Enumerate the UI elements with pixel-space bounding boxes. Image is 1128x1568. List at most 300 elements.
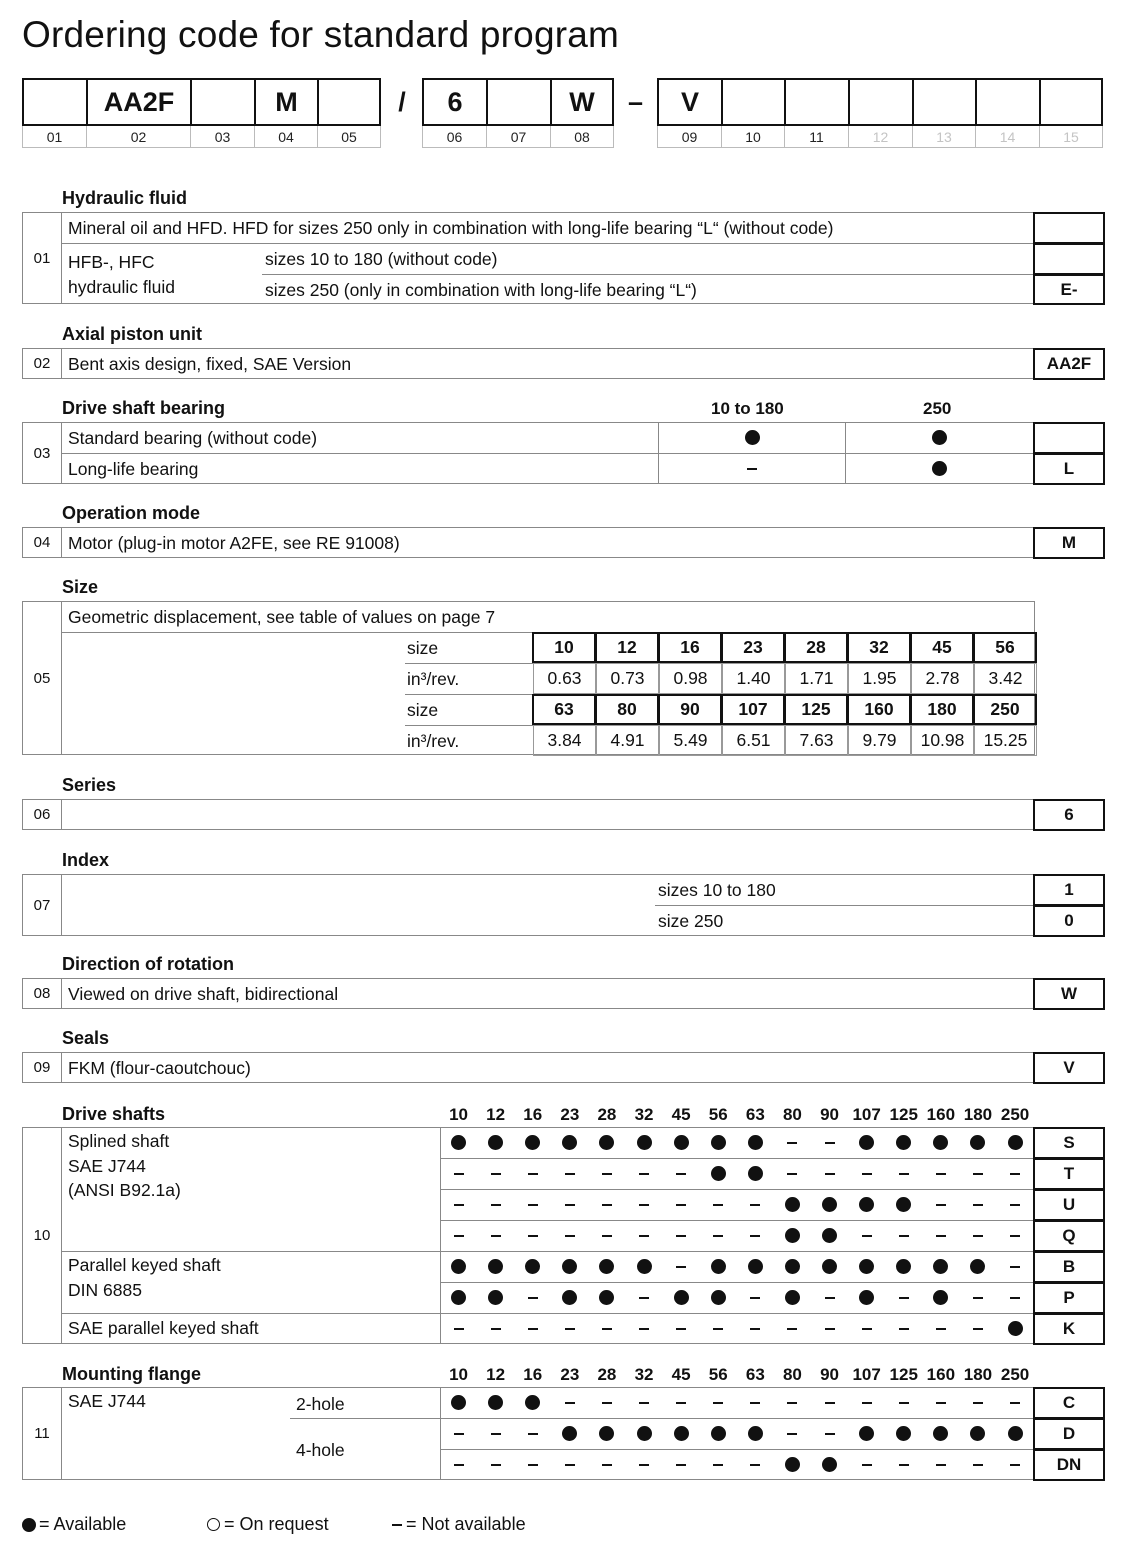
code-box-AA2F: AA2F (1033, 348, 1105, 380)
not-available-dash (676, 1402, 686, 1404)
size-column-header: 180 (963, 1105, 993, 1124)
hydraulic-fluid-label: HFB-, HFC (68, 252, 155, 272)
code-cell-01 (22, 78, 86, 126)
not-available-dash (747, 468, 757, 470)
code-number: 07 (486, 126, 550, 148)
size-label: size (407, 638, 439, 658)
code-number: 02 (86, 126, 190, 148)
code-number: 05 (317, 126, 381, 148)
not-available-dash (1010, 1297, 1020, 1299)
displacement-cell: 4.91 (596, 725, 659, 756)
not-available-dash (491, 1204, 501, 1206)
series-table (22, 799, 1034, 830)
bearing-row1: Standard bearing (without code) (68, 428, 318, 448)
size-column-header: 45 (671, 1365, 691, 1384)
size-column-header: 16 (523, 1105, 543, 1124)
code-number: 13 (912, 126, 975, 148)
mounting-flange-2hole: 2-hole (296, 1394, 345, 1414)
separator-slash: / (398, 86, 406, 117)
size-column-header: 32 (634, 1365, 654, 1384)
available-dot (637, 1426, 652, 1441)
not-available-dash (862, 1173, 872, 1175)
available-dot (748, 1426, 763, 1441)
not-available-dash (787, 1328, 797, 1330)
available-dot (451, 1135, 466, 1150)
size-column-header: 250 (1000, 1365, 1030, 1384)
available-dot (711, 1259, 726, 1274)
size-cell: 12 (595, 632, 659, 663)
not-available-dash (1010, 1235, 1020, 1237)
size-text: Geometric displacement, see table of values on page 7 (68, 607, 496, 627)
displacement-cell: 15.25 (974, 725, 1037, 756)
not-available-dash (936, 1328, 946, 1330)
not-available-dash (676, 1464, 686, 1466)
not-available-dash (973, 1297, 983, 1299)
available-dot (970, 1426, 985, 1441)
available-dot (488, 1259, 503, 1274)
not-available-dash (528, 1235, 538, 1237)
available-dot (748, 1135, 763, 1150)
not-available-dash (750, 1235, 760, 1237)
available-dot (785, 1457, 800, 1472)
available-dot (562, 1426, 577, 1441)
not-available-dash (899, 1402, 909, 1404)
size-cell: 107 (721, 694, 785, 725)
available-dot (785, 1290, 800, 1305)
section-index: 10 (33, 1227, 51, 1244)
not-available-dash (862, 1328, 872, 1330)
available-dot (562, 1259, 577, 1274)
not-available-dash (787, 1142, 797, 1144)
not-available-dash (973, 1402, 983, 1404)
drive-shaft-label: Parallel keyed shaft (68, 1255, 221, 1275)
not-available-dash (787, 1173, 797, 1175)
on-request-circle-icon (207, 1518, 220, 1531)
not-available-dash (528, 1433, 538, 1435)
bearing-col-header: 250 (923, 399, 952, 418)
not-available-dash (528, 1328, 538, 1330)
displacement-cell: 6.51 (722, 725, 785, 756)
legend-text: = Available (39, 1514, 127, 1534)
available-dot (933, 1135, 948, 1150)
size-column-header: 125 (889, 1365, 918, 1384)
size-cell: 80 (595, 694, 659, 725)
section-index: 02 (33, 355, 51, 372)
code-number: 15 (1039, 126, 1103, 148)
not-available-dash (899, 1464, 909, 1466)
size-column-header: 63 (745, 1105, 765, 1124)
legend-text: = On request (224, 1514, 329, 1534)
code-cell-15 (1039, 78, 1103, 126)
not-available-dash (639, 1464, 649, 1466)
code-box-W: W (1033, 978, 1105, 1010)
code-box-D: D (1033, 1418, 1105, 1450)
not-available-dash (602, 1173, 612, 1175)
not-available-dash (565, 1464, 575, 1466)
code-box-L: L (1033, 453, 1105, 485)
not-available-dash (825, 1433, 835, 1435)
available-dot (933, 1259, 948, 1274)
mounting-flange-label: SAE J744 (68, 1391, 146, 1411)
displacement-cell: 3.42 (974, 663, 1037, 694)
displacement-cell: 0.98 (659, 663, 722, 694)
not-available-dash (825, 1142, 835, 1144)
not-available-dash (491, 1235, 501, 1237)
available-dot (1008, 1426, 1023, 1441)
size-cell: 63 (532, 694, 596, 725)
displacement-cell: 3.84 (533, 725, 596, 756)
code-cell-13 (912, 78, 975, 126)
not-available-dash (602, 1235, 612, 1237)
code-box-6: 6 (1033, 799, 1105, 831)
legend-text: = Not available (406, 1514, 526, 1534)
not-available-dash (565, 1328, 575, 1330)
available-dot (859, 1290, 874, 1305)
code-number: 12 (848, 126, 912, 148)
not-available-dash (973, 1328, 983, 1330)
available-dot (822, 1457, 837, 1472)
size-column-header: 107 (852, 1105, 881, 1124)
section-heading-seals: Seals (62, 1028, 110, 1048)
displacement-cell: 5.49 (659, 725, 722, 756)
size-column-header: 28 (597, 1365, 617, 1384)
size-column-header: 23 (560, 1105, 580, 1124)
bearing-col-header: 10 to 180 (711, 399, 784, 418)
available-dot (859, 1197, 874, 1212)
size-cell: 90 (658, 694, 722, 725)
code-number: 06 (422, 126, 486, 148)
not-available-dash (899, 1297, 909, 1299)
available-dot (711, 1166, 726, 1181)
mounting-flange-4hole: 4-hole (296, 1440, 345, 1460)
not-available-dash (936, 1235, 946, 1237)
drive-shaft-label: SAE J744 (68, 1156, 146, 1176)
size-cell: 28 (784, 632, 848, 663)
available-dot (748, 1259, 763, 1274)
available-dot (970, 1135, 985, 1150)
drive-shaft-label: SAE parallel keyed shaft (68, 1318, 259, 1338)
size-cell: 180 (910, 694, 974, 725)
not-available-dash (676, 1204, 686, 1206)
section-heading-bearing: Drive shaft bearing (62, 398, 226, 418)
code-cell-12 (848, 78, 912, 126)
code-number: 11 (784, 126, 848, 148)
size-column-header: 10 (449, 1105, 468, 1124)
code-box-P: P (1033, 1282, 1105, 1314)
available-dot (674, 1426, 689, 1441)
size-column-header: 250 (1000, 1105, 1030, 1124)
hydraulic-fluid-label: hydraulic fluid (68, 277, 175, 297)
available-dot (896, 1135, 911, 1150)
size-cell: 250 (973, 694, 1037, 725)
available-dot (711, 1290, 726, 1305)
section-heading-hydraulic-fluid: Hydraulic fluid (62, 188, 188, 208)
displacement-cell: 2.78 (911, 663, 974, 694)
size-column-header: 90 (820, 1105, 839, 1124)
not-available-dash (825, 1297, 835, 1299)
size-cell: 45 (910, 632, 974, 663)
available-dot (896, 1259, 911, 1274)
not-available-dash (392, 1524, 402, 1526)
code-number: 10 (721, 126, 784, 148)
available-dot (1008, 1321, 1023, 1336)
not-available-dash (454, 1235, 464, 1237)
not-available-dash (936, 1173, 946, 1175)
available-dot (674, 1290, 689, 1305)
available-dot (859, 1135, 874, 1150)
not-available-dash (639, 1204, 649, 1206)
code-cell-14 (975, 78, 1039, 126)
available-dot (822, 1197, 837, 1212)
size-cell: 23 (721, 632, 785, 663)
direction-text: Viewed on drive shaft, bidirectional (68, 984, 339, 1004)
not-available-dash (639, 1173, 649, 1175)
size-cell: 160 (847, 694, 911, 725)
not-available-dash (825, 1328, 835, 1330)
not-available-dash (750, 1204, 760, 1206)
separator-dash: – (627, 86, 644, 117)
not-available-dash (491, 1433, 501, 1435)
not-available-dash (825, 1402, 835, 1404)
code-box-T: T (1033, 1158, 1105, 1190)
section-index: 08 (33, 985, 51, 1002)
section-index: 06 (33, 806, 51, 823)
size-column-header: 12 (486, 1105, 506, 1124)
size-column-header: 80 (782, 1105, 802, 1124)
available-dot (599, 1135, 614, 1150)
available-dot (488, 1395, 503, 1410)
size-column-header: 63 (745, 1365, 765, 1384)
section-index: 03 (33, 444, 51, 462)
not-available-dash (565, 1173, 575, 1175)
size-column-header: 45 (671, 1105, 691, 1124)
not-available-dash (973, 1204, 983, 1206)
size-column-header: 56 (708, 1105, 728, 1124)
available-dot (637, 1259, 652, 1274)
not-available-dash (1010, 1173, 1020, 1175)
size-column-header: 90 (820, 1365, 839, 1384)
axial-piston-text: Bent axis design, fixed, SAE Version (68, 354, 352, 374)
seals-text: FKM (flour-caoutchouc) (68, 1058, 251, 1078)
not-available-dash (676, 1235, 686, 1237)
not-available-dash (676, 1328, 686, 1330)
section-heading-index: Index (62, 850, 110, 870)
code-box-E: E- (1033, 274, 1105, 305)
not-available-dash (750, 1297, 760, 1299)
not-available-dash (825, 1173, 835, 1175)
size-label: size (407, 700, 439, 720)
available-dot (525, 1395, 540, 1410)
not-available-dash (1010, 1266, 1020, 1268)
available-dot (562, 1135, 577, 1150)
section-heading-direction: Direction of rotation (62, 954, 234, 974)
not-available-dash (602, 1402, 612, 1404)
size-column-header: 28 (597, 1105, 617, 1124)
size-cell: 32 (847, 632, 911, 663)
not-available-dash (528, 1464, 538, 1466)
not-available-dash (936, 1464, 946, 1466)
not-available-dash (454, 1433, 464, 1435)
not-available-dash (750, 1402, 760, 1404)
code-cell-03 (190, 78, 254, 126)
section-index: 04 (33, 534, 51, 551)
available-dot (785, 1197, 800, 1212)
code-cell-04: M (254, 78, 317, 126)
hydraulic-fluid-row2: sizes 10 to 180 (without code) (265, 249, 498, 269)
available-dot (711, 1426, 726, 1441)
not-available-dash (454, 1204, 464, 1206)
not-available-dash (713, 1235, 723, 1237)
not-available-dash (602, 1464, 612, 1466)
not-available-dash (862, 1402, 872, 1404)
not-available-dash (899, 1328, 909, 1330)
section-index: 09 (33, 1059, 51, 1076)
hydraulic-fluid-row1: Mineral oil and HFD. HFD for sizes 250 only in combination with long-life bearing “L“ (without code) (68, 218, 834, 238)
displacement-cell: 1.40 (722, 663, 785, 694)
code-cell-05 (317, 78, 381, 126)
not-available-dash (565, 1204, 575, 1206)
not-available-dash (899, 1173, 909, 1175)
index-row1: sizes 10 to 180 (658, 880, 776, 900)
code-box-1: 1 (1033, 874, 1105, 906)
code-box-S: S (1033, 1127, 1105, 1159)
not-available-dash (454, 1173, 464, 1175)
available-dot (674, 1135, 689, 1150)
available-dot (896, 1197, 911, 1212)
not-available-dash (639, 1235, 649, 1237)
code-box (1033, 212, 1105, 244)
not-available-dash (973, 1235, 983, 1237)
section-heading-operation: Operation mode (62, 503, 201, 523)
not-available-dash (528, 1297, 538, 1299)
not-available-dash (454, 1328, 464, 1330)
not-available-dash (676, 1266, 686, 1268)
available-dot (525, 1135, 540, 1150)
code-box-Q: Q (1033, 1220, 1105, 1252)
available-dot (859, 1426, 874, 1441)
code-number: 03 (190, 126, 254, 148)
not-available-dash (602, 1328, 612, 1330)
not-available-dash (491, 1464, 501, 1466)
not-available-dash (862, 1464, 872, 1466)
code-cell-08: W (550, 78, 614, 126)
not-available-dash (713, 1402, 723, 1404)
available-dot (599, 1259, 614, 1274)
available-dot (785, 1259, 800, 1274)
size-cell: 56 (973, 632, 1037, 663)
available-dot (933, 1426, 948, 1441)
code-cell-09: V (657, 78, 721, 126)
code-box-M: M (1033, 527, 1105, 559)
available-dot (562, 1290, 577, 1305)
not-available-dash (973, 1173, 983, 1175)
available-dot (896, 1426, 911, 1441)
drive-shaft-label: Splined shaft (68, 1131, 170, 1151)
available-dot (859, 1259, 874, 1274)
not-available-dash (565, 1402, 575, 1404)
operation-text: Motor (plug-in motor A2FE, see RE 91008) (68, 533, 400, 553)
not-available-dash (787, 1433, 797, 1435)
code-box-K: K (1033, 1313, 1105, 1345)
size-column-header: 160 (926, 1365, 956, 1384)
not-available-dash (528, 1173, 538, 1175)
not-available-dash (750, 1464, 760, 1466)
not-available-dash (602, 1204, 612, 1206)
available-dot (748, 1166, 763, 1181)
not-available-dash (713, 1328, 723, 1330)
size-column-header: 56 (708, 1365, 728, 1384)
section-heading-drive-shafts: Drive shafts (62, 1104, 166, 1124)
code-cell-07 (486, 78, 550, 126)
unit-label: in³/rev. (407, 731, 460, 751)
index-row2: size 250 (658, 911, 724, 931)
legend-not-available (392, 1514, 526, 1535)
size-column-header: 12 (486, 1365, 506, 1384)
section-heading-axial-piston: Axial piston unit (62, 324, 203, 344)
displacement-cell: 9.79 (848, 725, 911, 756)
not-available-dash (936, 1204, 946, 1206)
displacement-cell: 0.73 (596, 663, 659, 694)
not-available-dash (528, 1204, 538, 1206)
not-available-dash (713, 1204, 723, 1206)
unit-label: in³/rev. (407, 669, 460, 689)
displacement-cell: 0.63 (533, 663, 596, 694)
bearing-row2: Long-life bearing (68, 459, 199, 479)
available-dot (599, 1290, 614, 1305)
size-column-header: 32 (634, 1105, 654, 1124)
available-dot (933, 1290, 948, 1305)
code-cell-06: 6 (422, 78, 486, 126)
available-dot (822, 1228, 837, 1243)
code-box-0: 0 (1033, 905, 1105, 937)
page-title: Ordering code for standard program (22, 14, 620, 55)
size-column-header: 10 (449, 1365, 468, 1384)
code-number: 01 (22, 126, 86, 148)
available-dot (488, 1135, 503, 1150)
not-available-dash (639, 1328, 649, 1330)
code-box (1033, 422, 1105, 454)
code-number: 14 (975, 126, 1039, 148)
available-dot (451, 1395, 466, 1410)
not-available-dash (565, 1235, 575, 1237)
available-dot (822, 1259, 837, 1274)
not-available-dash (787, 1402, 797, 1404)
not-available-dash (862, 1235, 872, 1237)
size-column-header: 16 (523, 1365, 543, 1384)
available-dot (451, 1290, 466, 1305)
section-heading-mounting-flange: Mounting flange (62, 1364, 201, 1384)
not-available-dash (676, 1173, 686, 1175)
available-dot (785, 1228, 800, 1243)
not-available-dash (639, 1297, 649, 1299)
legend-on-request (207, 1514, 329, 1535)
code-box-U: U (1033, 1189, 1105, 1221)
code-box-C: C (1033, 1387, 1105, 1419)
available-dot (745, 430, 760, 445)
section-index: 05 (33, 669, 51, 687)
section-heading-size: Size (62, 577, 99, 597)
size-column-header: 125 (889, 1105, 918, 1124)
available-dot (711, 1135, 726, 1150)
drive-shaft-label: (ANSI B92.1a) (68, 1180, 181, 1200)
code-cell-11 (784, 78, 848, 126)
available-dot (525, 1259, 540, 1274)
not-available-dash (936, 1402, 946, 1404)
available-dot (1008, 1135, 1023, 1150)
size-column-header: 180 (963, 1365, 993, 1384)
code-box-B: B (1033, 1251, 1105, 1283)
section-index: 01 (33, 249, 51, 267)
